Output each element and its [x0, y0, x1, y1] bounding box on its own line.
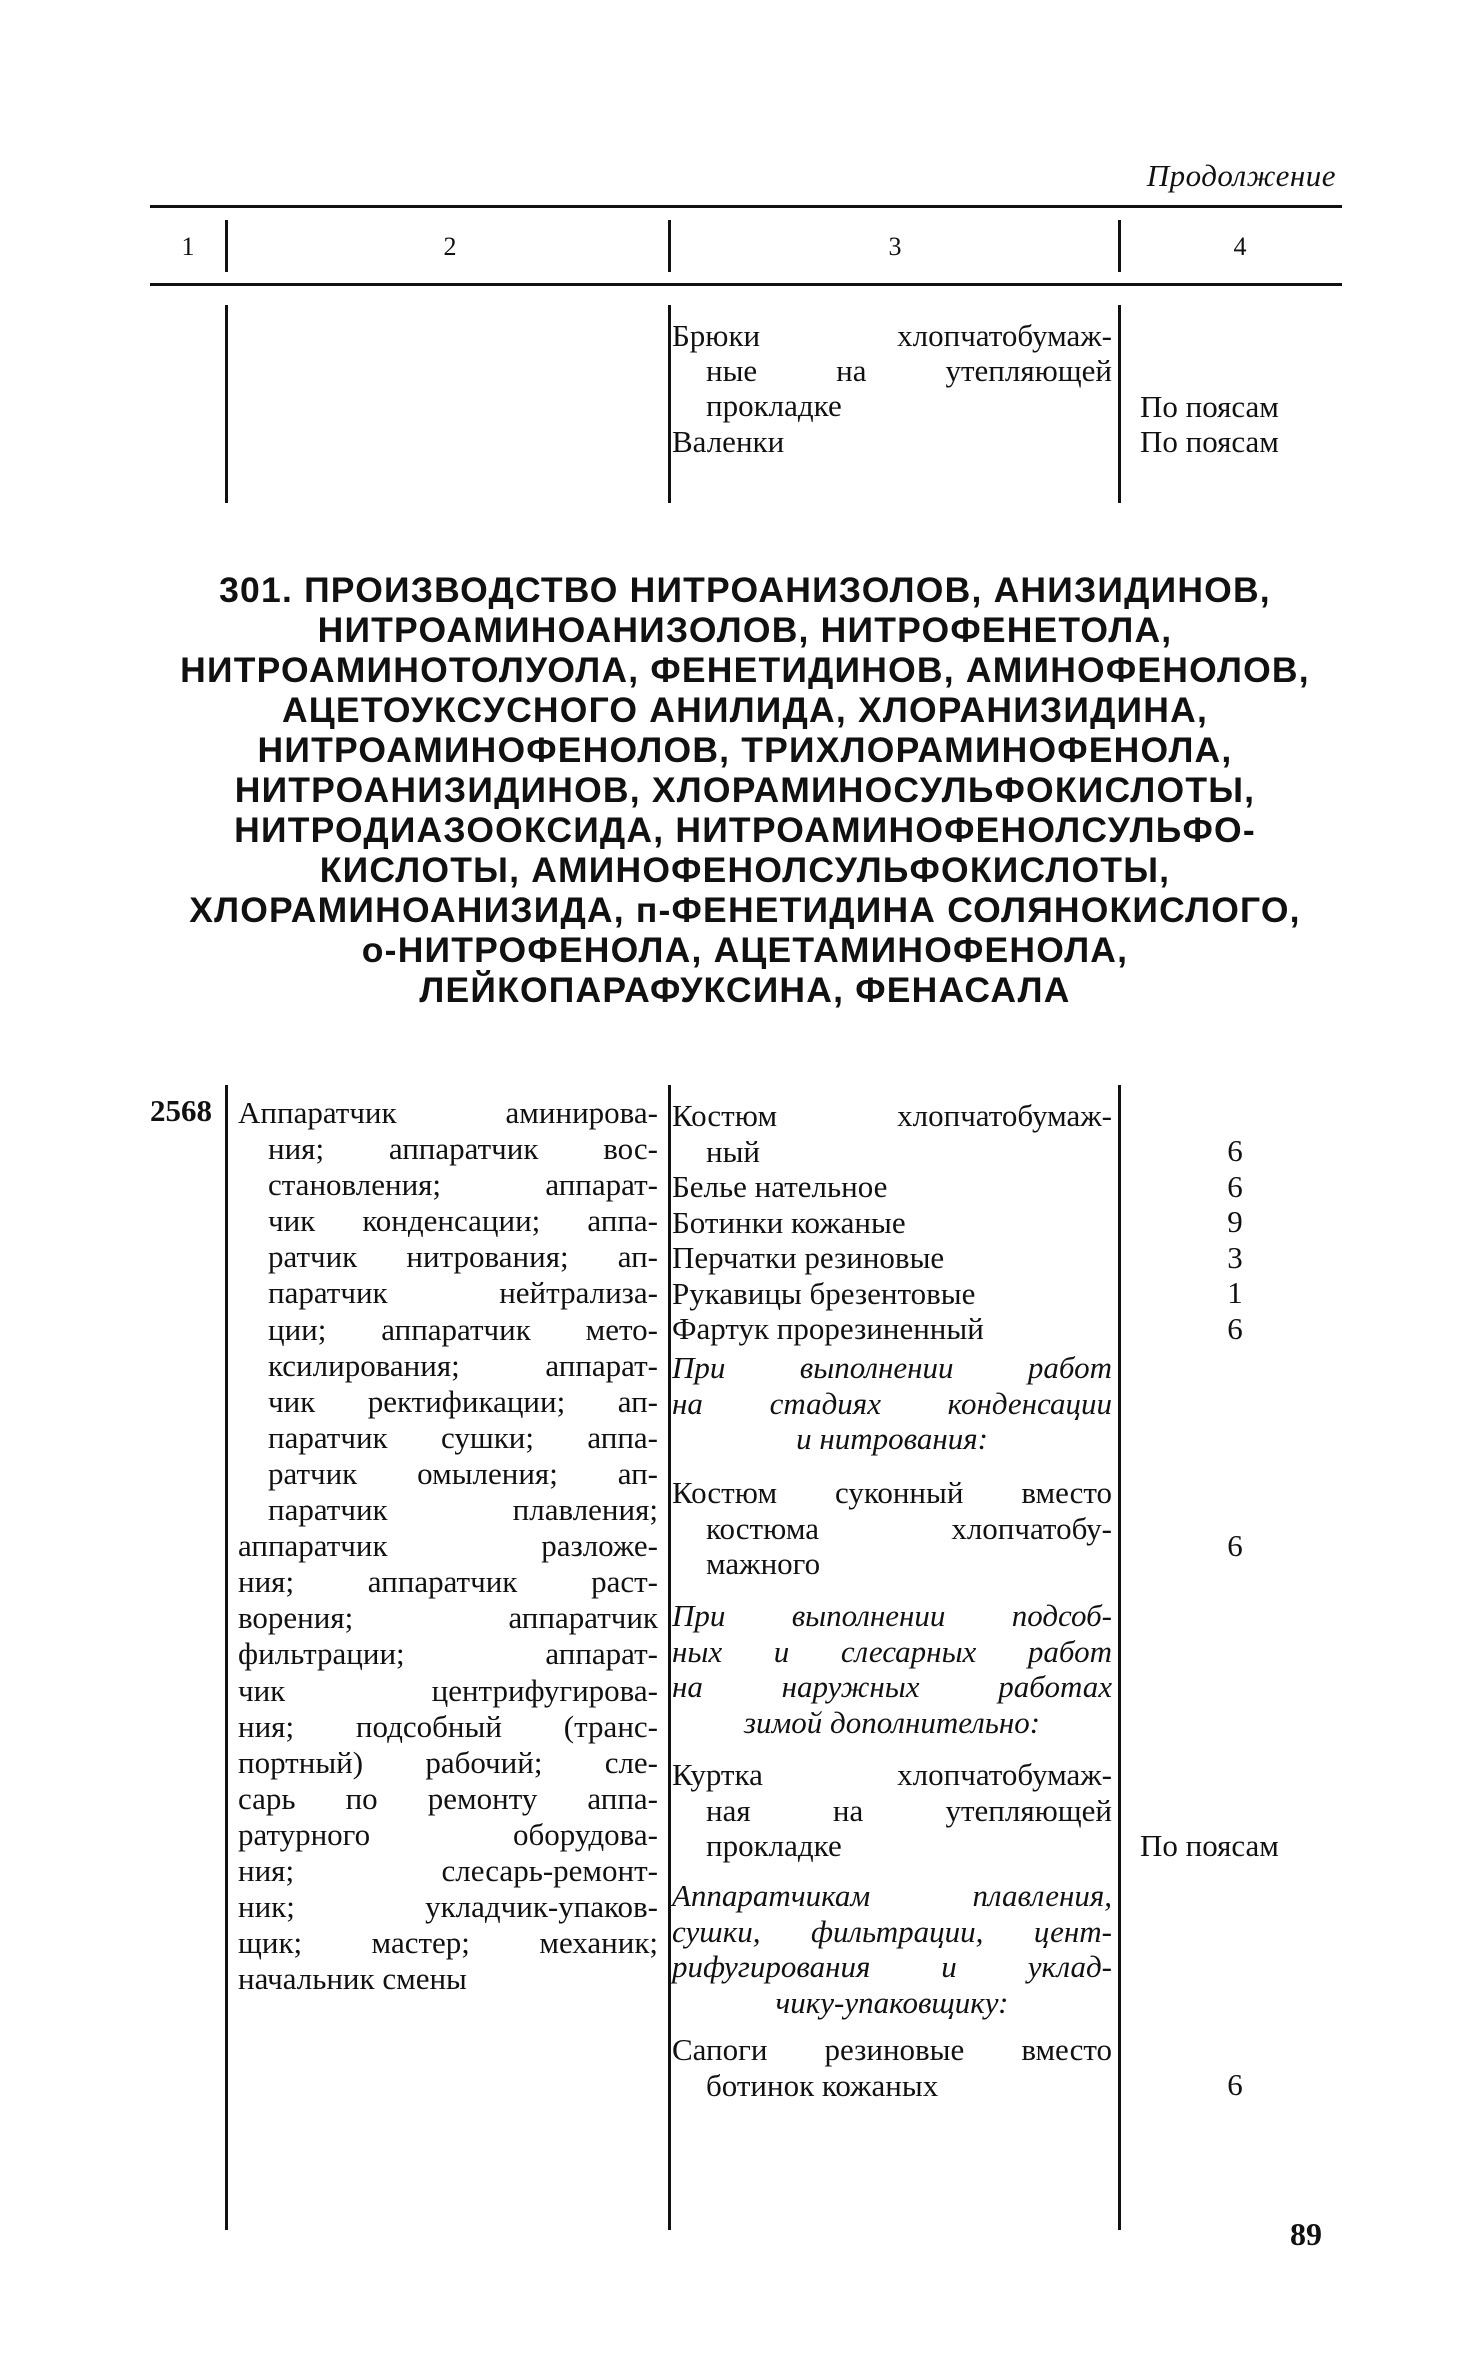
note-melting-drying: [672, 1878, 1112, 2020]
base-quantities: [1185, 1133, 1285, 1346]
quantity: 6: [1227, 1310, 1243, 1346]
profession-line: ратчик нитрования; ап-: [268, 1239, 658, 1275]
item-line: Куртка хлопчатобумаж-: [672, 1757, 1112, 1792]
profession-line: ратчик омыления; ап-: [268, 1455, 658, 1491]
quantity: 6: [1227, 1168, 1243, 1204]
note3-quantity: [1185, 2067, 1285, 2103]
note-line: сушки, фильтрации, цент-: [672, 1913, 1112, 1949]
title-line: НИТРОДИАЗООКСИДА, НИТРОАМИНОФЕНОЛСУЛЬФО-: [234, 810, 1256, 850]
profession-line: Аппаратчик аминирова-: [238, 1095, 658, 1130]
profession-line: чик центрифугирова-: [238, 1672, 658, 1708]
note-line: и нитрования:: [796, 1421, 988, 1456]
top-row-period-1: [1140, 389, 1350, 425]
header-top-rule: [150, 205, 1342, 208]
note-auxiliary-works: [672, 1598, 1112, 1740]
profession-line: сарь по ремонту аппа-: [238, 1780, 658, 1816]
quantity: 9: [1227, 1204, 1243, 1239]
profession-line: ния; слесарь-ремонт-: [238, 1852, 658, 1888]
row-number: 2568: [150, 1093, 212, 1128]
item-line: Сапоги резиновые вместо: [672, 2032, 1112, 2067]
profession-line: ксилирования; аппарат-: [268, 1347, 658, 1383]
profession-line: чик конденсации; аппа-: [268, 1203, 658, 1239]
row-separator-2: [668, 1085, 671, 2230]
profession-line: чик ректификации; ап-: [268, 1383, 658, 1419]
title-line: НИТРОАМИНОФЕНОЛОВ, ТРИХЛОРАМИНОФЕНОЛА,: [257, 730, 1233, 770]
note-line: При выполнении подсоб-: [672, 1598, 1112, 1633]
title-line: ХЛОРАМИНОАНИЗИДА, п-ФЕНЕТИДИНА СОЛЯНОКИСЛОГО,: [189, 890, 1301, 930]
item-line: Рукавицы брезентовые: [672, 1275, 976, 1311]
title-line: НИТРОАМИНОАНИЗОЛОВ, НИТРОФЕНЕТОЛА,: [317, 610, 1173, 650]
title-line: 301. ПРОИЗВОДСТВО НИТРОАНИЗОЛОВ, АНИЗИДИНОВ,: [219, 570, 1271, 610]
note1-quantity: [1185, 1528, 1285, 1564]
profession-line: ния; аппаратчик раст-: [238, 1564, 658, 1600]
item-line: Валенки: [672, 424, 785, 459]
top-row-separator-2: [668, 305, 671, 503]
quantity: 6: [1227, 1528, 1243, 1563]
top-row-item-1: [672, 318, 1112, 423]
note1-item: [672, 1475, 1112, 1582]
column-number-1: 1: [181, 232, 195, 261]
note-line: Аппаратчикам плавления,: [672, 1878, 1112, 1913]
quantity: 6: [1227, 1133, 1243, 1168]
profession-line: щик; мастер; механик;: [238, 1925, 658, 1961]
note-line: на стадиях конденсации: [672, 1385, 1112, 1421]
item-line: прокладке: [706, 388, 842, 423]
note-line: зимой дополнительно:: [743, 1704, 1041, 1740]
running-head: Продолжение: [1146, 158, 1336, 193]
note-condensation-nitration: [672, 1350, 1112, 1457]
period: По поясам: [1140, 389, 1279, 424]
item-line: прокладке: [706, 1828, 842, 1863]
item-line: Брюки хлопчатобумаж-: [672, 318, 1112, 353]
profession-line: ник; укладчик-упаков-: [238, 1889, 658, 1925]
profession-line: фильтрации; аппарат-: [238, 1636, 658, 1672]
title-line: НИТРОАНИЗИДИНОВ, ХЛОРАМИНОСУЛЬФОКИСЛОТЫ,: [234, 770, 1256, 810]
header-bottom-rule: [150, 283, 1342, 286]
profession-line: портный) рабочий; сле-: [238, 1744, 658, 1780]
item-line: Фартук прорезиненный: [672, 1311, 984, 1346]
title-line: АЦЕТОУКСУСНОГО АНИЛИДА, ХЛОРАНИЗИДИНА,: [281, 690, 1209, 730]
profession-line: начальник смены: [238, 1961, 467, 1997]
column-number-3: 3: [888, 232, 902, 261]
profession-line: ворения; аппаратчик: [238, 1600, 658, 1636]
note-line: на наружных работах: [672, 1669, 1112, 1704]
profession-line: ния; аппаратчик вос-: [268, 1131, 658, 1167]
header-separator-1: [225, 220, 228, 272]
row-separator-1: [225, 1085, 228, 2230]
note-line: При выполнении работ: [672, 1350, 1112, 1385]
quantity: 1: [1227, 1275, 1243, 1310]
profession-line: ния; подсобный (транс-: [238, 1708, 658, 1744]
note-line: ных и слесарных работ: [672, 1633, 1112, 1669]
title-line: ЛЕЙКОПАРАФУКСИНА, ФЕНАСАЛА: [419, 970, 1071, 1010]
item-line: Перчатки резиновые: [672, 1240, 945, 1275]
profession-line: ции; аппаратчик мето-: [268, 1311, 658, 1347]
note-line: чику-упаковщику:: [775, 1984, 1009, 2020]
quantity: 6: [1227, 2067, 1243, 2102]
item-line: ный: [706, 1133, 761, 1169]
item-line: ная на утепляющей: [706, 1792, 1112, 1828]
item-line: костюма хлопчатобу-: [706, 1510, 1112, 1546]
item-line: Костюм суконный вместо: [672, 1475, 1112, 1510]
title-line: КИСЛОТЫ, АМИНОФЕНОЛСУЛЬФОКИСЛОТЫ,: [319, 850, 1171, 890]
column-number-4: 4: [1233, 232, 1247, 261]
top-row-separator-3: [1118, 305, 1121, 503]
header-separator-2: [668, 220, 671, 272]
header-separator-3: [1118, 220, 1121, 272]
period: По поясам: [1140, 1828, 1279, 1863]
profession-line: паратчик нейтрализа-: [268, 1275, 658, 1311]
note2-period: [1140, 1828, 1350, 1864]
title-line: о-НИТРОФЕНОЛА, АЦЕТАМИНОФЕНОЛА,: [361, 930, 1129, 970]
row-separator-3: [1118, 1085, 1121, 2230]
column-number-2: 2: [443, 232, 457, 261]
section-title: [150, 570, 1340, 1010]
item-line: ные на утепляющей: [706, 353, 1112, 388]
professions-list: [238, 1095, 658, 1997]
top-row-period-2: [1140, 424, 1350, 460]
item-line: ботинок кожаных: [706, 2067, 939, 2103]
title-line: НИТРОАМИНОТОЛУОЛА, ФЕНЕТИДИНОВ, АМИНОФЕНОЛОВ,: [180, 650, 1310, 690]
top-row-item-2: [672, 424, 1112, 459]
top-row-separator-1: [225, 305, 228, 503]
base-items: [672, 1098, 1112, 1347]
item-line: мажного: [706, 1546, 821, 1581]
profession-line: ратурного оборудова-: [238, 1816, 658, 1852]
note3-item: [672, 2032, 1112, 2103]
item-line: Костюм хлопчатобумаж-: [672, 1098, 1112, 1133]
quantity: 3: [1227, 1239, 1243, 1275]
profession-line: аппаратчик разложе-: [238, 1528, 658, 1564]
note2-item: [672, 1757, 1112, 1864]
period: По поясам: [1140, 424, 1279, 459]
profession-line: становления; аппарат-: [268, 1167, 658, 1203]
item-line: Ботинки кожаные: [672, 1204, 906, 1240]
profession-line: паратчик плавления;: [268, 1492, 658, 1528]
item-line: Белье нательное: [672, 1169, 888, 1204]
page-number: 89: [1290, 2216, 1322, 2252]
profession-line: паратчик сушки; аппа-: [268, 1419, 658, 1455]
note-line: рифугирования и уклад-: [672, 1949, 1112, 1984]
